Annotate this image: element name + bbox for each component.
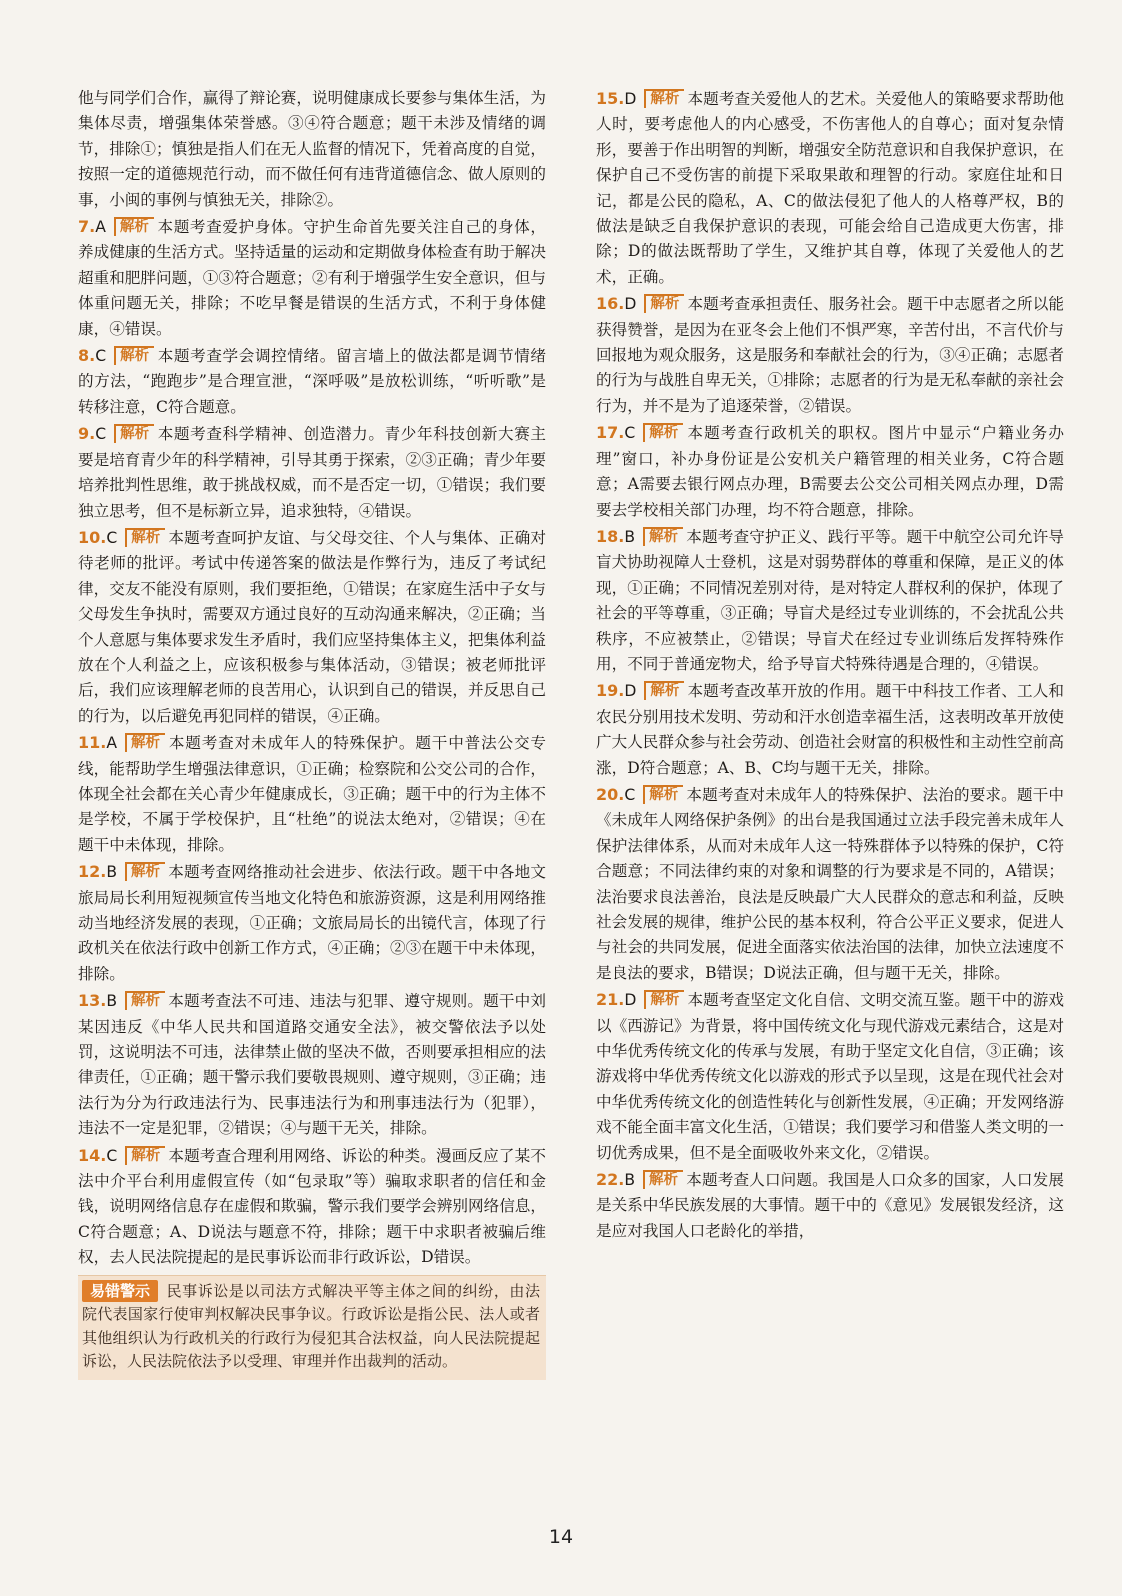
analysis-text: 本题考查呵护友谊、与父母交往、个人与集体、正确对待老师的批评。考试中传递答案的做法是作弊行为，违反了考试纪律，交友不能没有原则，我们要拒绝，①错误；在家庭生活中子女与父母发生争执时，需要双方通过良好的互动沟通来解决，②正确；当个人意愿与集体要求发生矛盾时，我们应坚持集体主义，把集体利益放在个人利益之上，应该积极参与集体活动，③错误；被老师批评后，我们应该理解老师的良苦用心，认识到自己的错误，并反思自己的行为，以后避免再犯同样的错误，④正确。 xyxy=(78,528,546,725)
left-column xyxy=(78,86,546,1380)
analysis-text: 本题考查学会调控情绪。留言墙上的做法都是调节情绪的方法，“跑跑步”是合理宣泄，“深呼吸”是放松训练，“听听歌”是转移注意，C符合题意。 xyxy=(78,347,546,416)
right-column xyxy=(596,86,1064,1245)
analysis-tag: 解析 xyxy=(644,990,684,1009)
analysis-text: 本题考查守护正义、践行平等。题干中航空公司允许导盲犬协助视障人士登机，这是对弱势群体的尊重和保障，是正义的体现，①正确；不同情况差别对待，是对特定人群权利的保护，体现了社会的平等尊重，③正确；导盲犬是经过专业训练的，不会扰乱公共秩序，不应被禁止，②错误；导盲犬在经过专业训练后发挥特殊作用，不同于普通宠物犬，给予导盲犬特殊待遇是合理的，④错误。 xyxy=(596,527,1064,673)
analysis-text: 本题考查法不可违、违法与犯罪、遵守规则。题干中刘某因违反《中华人民共和国道路交通安全法》，被交警依法予以处罚，这说明法不可违，法律禁止做的坚决不做，否则要承担相应的法律责任，①正确；题干警示我们要敬畏规则、遵守规则，③正确；违法行为分为行政违法行为、民事违法行为和刑事违法行为（犯罪），违法不一定是犯罪，②错误；④与题干无关，排除。 xyxy=(78,992,546,1138)
question-number: 19. xyxy=(596,681,625,701)
analysis-text: 本题考查坚定文化自信、文明交流互鉴。题干中的游戏以《西游记》为背景，将中国传统文化与现代游戏元素结合，这是对中华优秀传统文化的传承与发展，有助于坚定文化自信，③正确；该游戏将中华优秀传统文化以游戏的形式予以呈现，这是在现代社会对中华优秀传统文化的创造性转化与创新性发展，④正确；开发网络游戏不能全面丰富文化生活，①错误；我们要学习和借鉴人类文明的一切优秀成果，但不是全面吸收外来文化，②错误。 xyxy=(596,991,1064,1162)
analysis-text: 本题考查爱护身体。守护生命首先要关注自己的身体，养成健康的生活方式。坚持适量的运动和定期做身体检查有助于解决超重和肥胖问题，①③符合题意；②有利于增强学生安全意识，但与体重问题无关，排除；不吃早餐是错误的生活方式，不利于身体健康，④错误。 xyxy=(78,218,546,338)
answer-letter: C xyxy=(624,785,636,804)
question-number: 21. xyxy=(596,990,625,1010)
answer-item xyxy=(596,987,1064,1166)
answer-letter: D xyxy=(624,90,637,108)
answer-item xyxy=(78,1143,546,1271)
continued-answer-text: 他与同学们合作，赢得了辩论赛，说明健康成长要参与集体生活，为集体尽责，增强集体荣誉感。③④符合题意；题干未涉及情绪的调节，排除①；慎独是指人们在无人监督的情况下，凭着高度的自觉，按照一定的道德规范行动，而不做任何有违背道德信念、做人原则的事，小闽的事例与慎独无关，排除②。 xyxy=(78,89,546,209)
analysis-tag: 解析 xyxy=(643,423,683,442)
answer-letter: B xyxy=(624,1171,636,1190)
analysis-text: 本题考查改革开放的作用。题干中科技工作者、工人和农民分别用技术发明、劳动和汗水创造幸福生活，这表明改革开放使广大人民群众参与社会劳动、创造社会财富的积极性和主动性空前高涨，D符合题意；A、B、C均与题干无关，排除。 xyxy=(596,682,1064,777)
warning-text: 民事诉讼是以司法方式解决平等主体之间的纠纷，由法院代表国家行使审判权解决民事争议。行政诉讼是指公民、法人或者其他组织认为行政机关的行政行为侵犯其合法权益，向人民法院提起诉讼，人民法院依法予以受理、审理并作出裁判的活动。 xyxy=(82,1281,540,1371)
answer-letter: C xyxy=(624,424,636,443)
answer-letter: C xyxy=(106,528,118,547)
error-warning-box xyxy=(78,1275,546,1380)
analysis-tag: 解析 xyxy=(644,681,684,700)
analysis-tag: 解析 xyxy=(125,862,165,881)
answer-item xyxy=(78,343,546,420)
answer-letter: D xyxy=(624,295,637,314)
question-number: 15. xyxy=(596,89,625,108)
analysis-text: 本题考查承担责任、服务社会。题干中志愿者之所以能获得赞誉，是因为在亚冬会上他们不惧严寒，辛苦付出，不言代价与回报地为观众服务，这是服务和奉献社会的行为，③④正确；志愿者的行为与战胜自卑无关，①排除；志愿者的行为是无私奉献的亲社会行为，并不是为了追逐荣誉，②错误。 xyxy=(596,295,1064,415)
answer-item xyxy=(78,421,546,524)
analysis-tag: 解析 xyxy=(125,528,165,547)
answer-item xyxy=(78,214,546,342)
answer-item xyxy=(596,678,1064,781)
analysis-tag: 解析 xyxy=(114,346,154,365)
question-number: 13. xyxy=(78,991,107,1011)
question-number: 8. xyxy=(78,346,96,366)
answer-item xyxy=(596,1167,1064,1244)
analysis-tag: 解析 xyxy=(644,89,684,108)
analysis-text: 本题考查科学精神、创造潜力。青少年科技创新大赛主要是培育青少年的科学精神，引导其勇于探索，②③正确；青少年要培养批判性思维，敢于挑战权威，而不是否定一切，①错误；我们要独立思考，但不是标新立异，追求独特，④错误。 xyxy=(78,425,546,520)
answer-item xyxy=(78,730,546,858)
analysis-tag: 解析 xyxy=(643,527,683,546)
analysis-tag: 解析 xyxy=(125,733,165,752)
answer-item xyxy=(78,525,546,729)
answer-letter: C xyxy=(106,1146,118,1165)
analysis-tag: 解析 xyxy=(125,1146,165,1165)
question-number: 20. xyxy=(596,784,625,804)
analysis-text: 本题考查对未成年人的特殊保护、法治的要求。题干中《未成年人网络保护条例》的出台是我国通过立法手段完善未成年人保护法律体系，从而对未成年人这一特殊群体予以特殊的保护，C符合题意；不同法律约束的对象和调整的行为要求是不同的，A错误；法治要求良法善治，良法是反映最广大人民群众的意志和利益，反映社会发展的规律，维护公民的基本权利，符合公平正义要求，促进人与社会的共同发展，促进全面落实依法治国的法律，加快立法速度不是良法的要求，B错误；D说法正确，但与题干无关，排除。 xyxy=(596,785,1064,982)
analysis-text: 本题考查合理利用网络、诉讼的种类。漫画反应了某不法中介平台利用虚假宣传（如“包录取”等）骗取求职者的信任和金钱，说明网络信息存在虚假和欺骗，警示我们要学会辨别网络信息，C符合题意；A、D说法与题意不符，排除；题干中求职者被骗后维权，去人民法院提起的是民事诉讼而非行政诉讼，D错误。 xyxy=(78,1146,546,1267)
analysis-text: 本题考查关爱他人的艺术。关爱他人的策略要求帮助他人时，要考虑他人的内心感受，不伤害他人的自尊心；面对复杂情形，要善于作出明智的判断，增强安全防范意识和自我保护意识，在保护自己不受伤害的前提下采取果敢和理智的行动。家庭住址和日记，都是公民的隐私，A、C的做法侵犯了他人的人格尊严权，B的做法是缺乏自我保护意识的表现，可能会给自己造成更大伤害，排除；D的做法既帮助了学生，又维护其自尊，体现了关爱他人的艺术，正确。 xyxy=(596,90,1064,286)
answer-letter: D xyxy=(624,991,637,1010)
question-number: 10. xyxy=(78,527,107,547)
analysis-tag: 解析 xyxy=(643,785,683,804)
answer-letter: C xyxy=(95,347,107,366)
question-number: 9. xyxy=(78,424,96,444)
warning-label: 易错警示 xyxy=(82,1280,158,1302)
question-number: 22. xyxy=(596,1170,625,1190)
analysis-tag: 解析 xyxy=(643,1170,683,1189)
answer-item xyxy=(596,291,1064,419)
question-number: 12. xyxy=(78,862,107,882)
question-number: 11. xyxy=(78,733,107,753)
answer-item xyxy=(596,86,1064,290)
answer-letter: B xyxy=(624,527,636,546)
analysis-tag: 解析 xyxy=(125,991,165,1010)
analysis-tag: 解析 xyxy=(114,424,154,443)
answer-item xyxy=(78,988,546,1141)
answer-item xyxy=(596,782,1064,986)
answer-letter: B xyxy=(106,992,118,1011)
analysis-text: 本题考查网络推动社会进步、依法行政。题干中各地文旅局局长利用短视频宣传当地文化特色和旅游资源，这是利用网络推动当地经济发展的表现，①正确；文旅局局长的出镜代言，体现了行政机关在依法行政中创新工作方式，④正确；②③在题干中未体现，排除。 xyxy=(78,863,546,983)
answer-letter: A xyxy=(106,734,118,753)
answer-letter: B xyxy=(106,863,118,882)
analysis-text: 本题考查行政机关的职权。图片中显示“户籍业务办理”窗口，补办身份证是公安机关户籍管理的相关业务，C符合题意；A需要去银行网点办理，B需要去公交公司相关网点办理，D需要去学校相关部门办理，均不符合题意，排除。 xyxy=(596,424,1064,519)
question-number: 18. xyxy=(596,526,625,546)
analysis-tag: 解析 xyxy=(114,217,154,236)
analysis-text: 本题考查对未成年人的特殊保护。题干中普法公交专线，能帮助学生增强法律意识，①正确；检察院和公交公司的合作，体现全社会都在关心青少年健康成长，③正确；题干中的行为主体不是学校，不属于学校保护，且“杜绝”的说法太绝对，②错误；④在题干中未体现，排除。 xyxy=(78,734,546,854)
answer-letter: D xyxy=(624,682,637,701)
answer-item xyxy=(596,524,1064,677)
answer-letter: C xyxy=(95,425,107,444)
right-answer-list xyxy=(596,86,1064,1244)
answer-item xyxy=(78,859,546,987)
question-number: 7. xyxy=(78,217,96,237)
answer-letter: A xyxy=(95,218,106,237)
left-answer-list xyxy=(78,214,546,1271)
question-number: 16. xyxy=(596,294,625,314)
analysis-tag: 解析 xyxy=(644,294,684,313)
question-number: 14. xyxy=(78,1145,107,1165)
page-number: 14 xyxy=(548,1526,574,1548)
question-number: 17. xyxy=(596,423,625,443)
answer-item xyxy=(596,420,1064,523)
analysis-text: 本题考查人口问题。我国是人口众多的国家，人口发展是关系中华民族发展的大事情。题干中的《意见》发展银发经济，这是应对我国人口老龄化的举措， xyxy=(596,1171,1064,1240)
